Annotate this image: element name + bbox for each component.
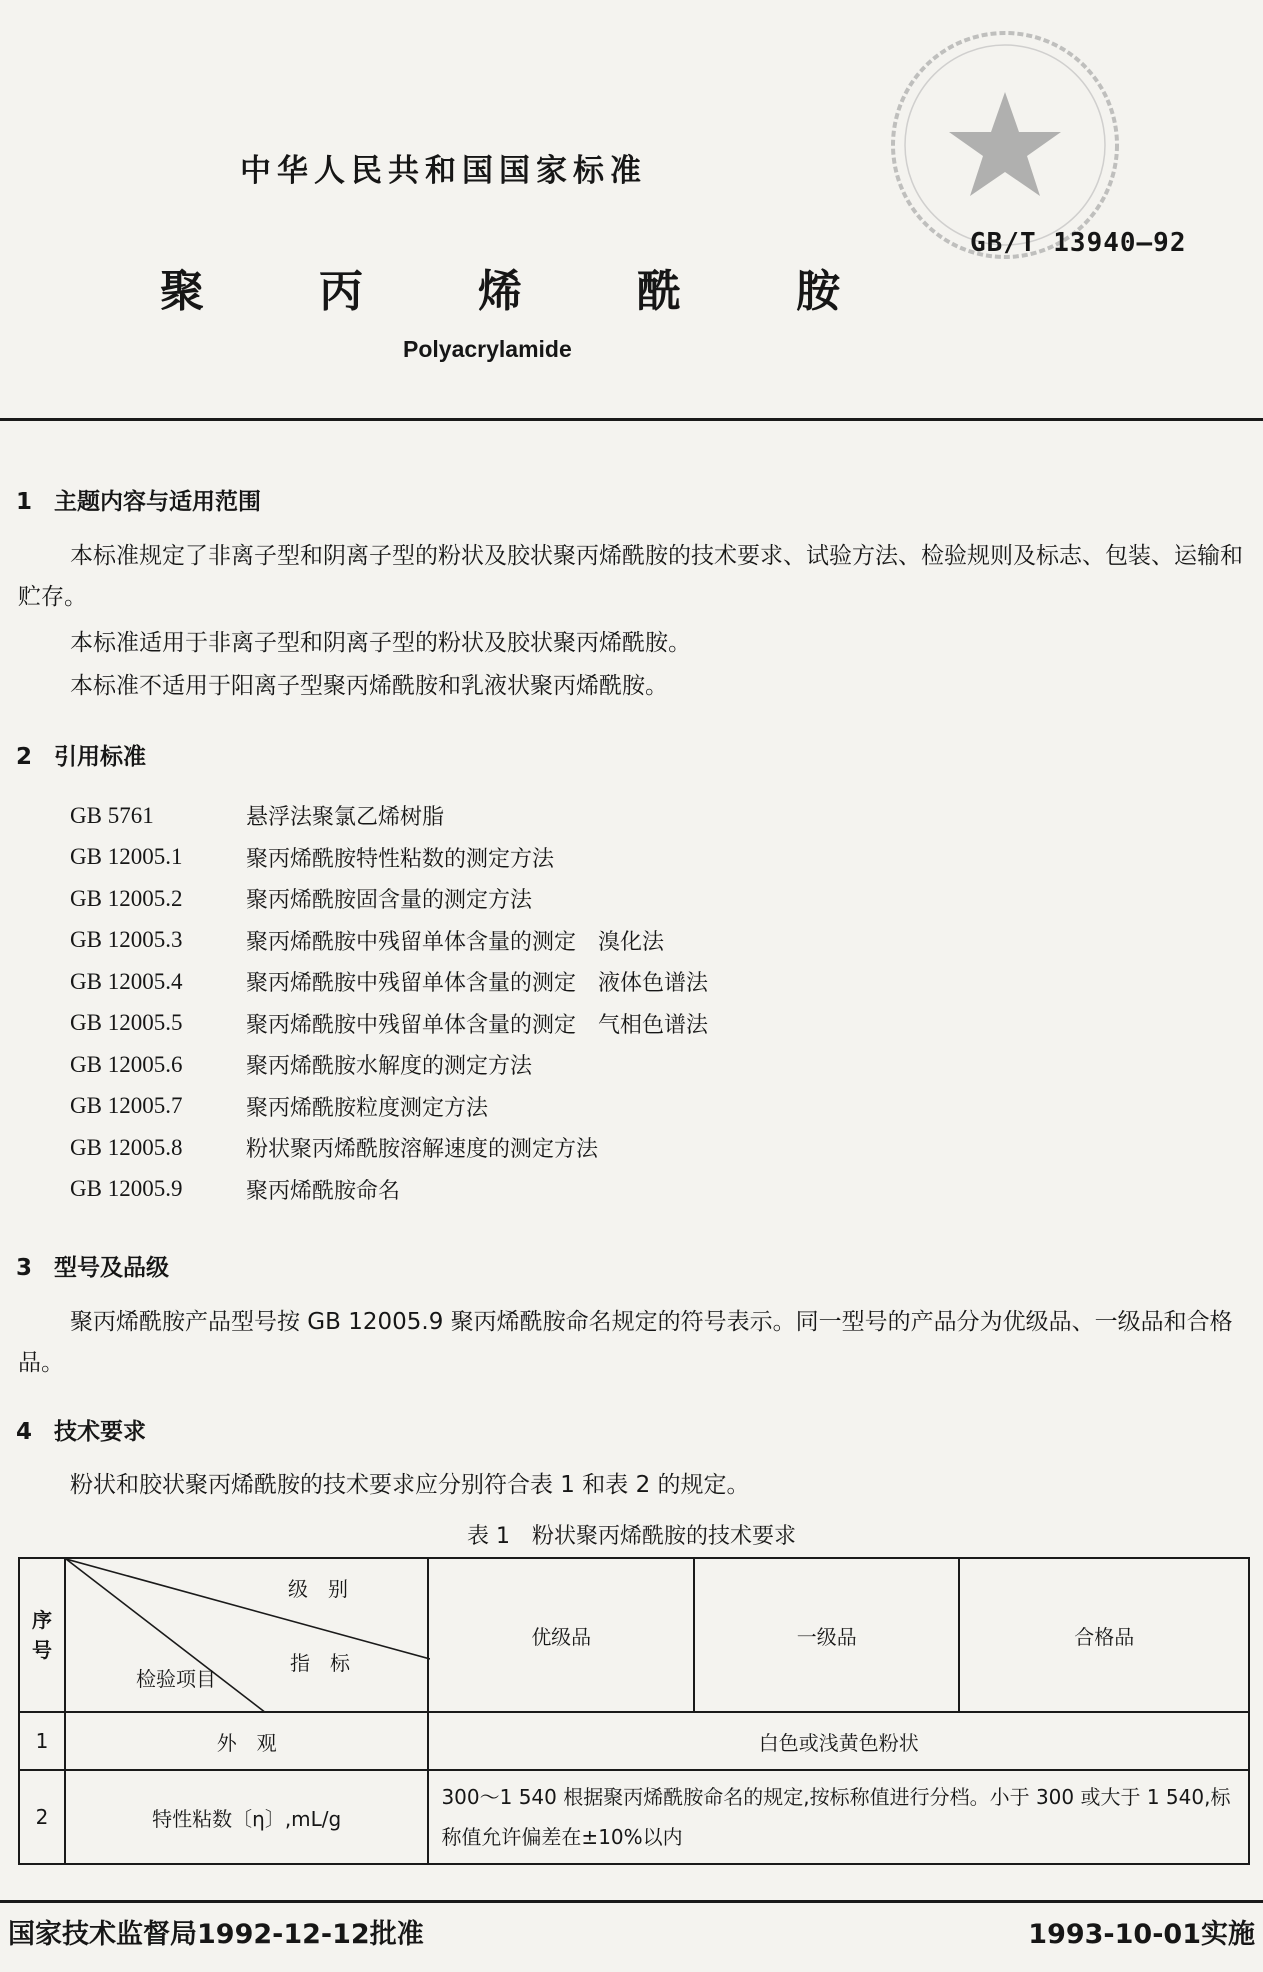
- section-number: 2: [16, 744, 33, 770]
- reference-item: [70, 1169, 708, 1211]
- reference-item: [70, 961, 708, 1003]
- row-item: 外 观: [65, 1712, 428, 1770]
- grade-qualified: 合格品: [959, 1558, 1249, 1712]
- row-value: 白色或浅黄色粉状: [428, 1712, 1249, 1770]
- reference-code: GB 12005.6: [70, 1051, 183, 1077]
- section-heading: [16, 1413, 146, 1446]
- grade-premium: 优级品: [428, 1558, 694, 1712]
- reference-code: GB 12005.7: [70, 1093, 183, 1119]
- reference-item: [70, 795, 708, 837]
- standard-number: GB/T 13940—92: [970, 228, 1187, 258]
- reference-item: [70, 920, 708, 962]
- reference-list: [70, 795, 708, 1210]
- paragraph: 本标准适用于非离子型和阴离子型的粉状及胶状聚丙烯酰胺。: [70, 630, 691, 656]
- seq-header: 序号: [19, 1558, 65, 1712]
- footer-divider: [0, 1900, 1263, 1903]
- item-label: 检验项目: [135, 1667, 216, 1691]
- product-title-char: 胺: [796, 266, 840, 317]
- grade-label: 级 别: [287, 1577, 348, 1601]
- reference-title: 粉状聚丙烯酰胺溶解速度的测定方法: [246, 1137, 599, 1163]
- table-caption: 表 1 粉状聚丙烯酰胺的技术要求: [467, 1524, 796, 1549]
- section-title: 引用标准: [54, 744, 146, 770]
- reference-code: GB 12005.4: [70, 968, 183, 994]
- row-seq: 1: [19, 1712, 65, 1770]
- reference-code: GB 12005.2: [70, 885, 183, 911]
- reference-title: 悬浮法聚氯乙烯树脂: [246, 805, 445, 831]
- standard-title: 中华人民共和国国家标准: [240, 153, 647, 189]
- header-divider: [0, 418, 1263, 421]
- row-value: 300～1 540 根据聚丙烯酰胺命名的规定,按标称值进行分档。小于 300 或大于 1 540,标称值允许偏差在±10%以内: [428, 1770, 1249, 1864]
- diagonal-header-cell: [65, 1558, 428, 1712]
- table-header-row: [19, 1558, 1249, 1712]
- reference-title: 聚丙烯酰胺命名: [246, 1178, 401, 1204]
- section-title: 主题内容与适用范围: [54, 489, 261, 515]
- section-number: 3: [16, 1255, 33, 1281]
- reference-title: 聚丙烯酰胺中残留单体含量的测定 溴化法: [246, 929, 665, 955]
- diagonal-lines: [66, 1559, 430, 1713]
- reference-title: 聚丙烯酰胺固含量的测定方法: [246, 888, 533, 914]
- reference-item: [70, 878, 708, 920]
- section-heading: [16, 483, 261, 516]
- product-title-char: 丙: [319, 266, 363, 317]
- section-number: 1: [16, 489, 33, 515]
- section-number: 4: [16, 1419, 33, 1445]
- reference-item: [70, 837, 708, 879]
- grade-first: 一级品: [694, 1558, 960, 1712]
- reference-code: GB 12005.9: [70, 1176, 183, 1202]
- product-title-char: 烯: [478, 266, 522, 317]
- row-seq: 2: [19, 1770, 65, 1864]
- paragraph: 本标准不适用于阳离子型聚丙烯酰胺和乳液状聚丙烯酰胺。: [70, 673, 668, 699]
- product-title: [160, 255, 840, 319]
- reference-code: GB 5761: [70, 802, 154, 828]
- reference-item: [70, 1086, 708, 1128]
- section-title: 型号及品级: [54, 1255, 169, 1281]
- reference-item: [70, 1127, 708, 1169]
- reference-item: [70, 1003, 708, 1045]
- table-row: [19, 1770, 1249, 1864]
- reference-title: 聚丙烯酰胺特性粘数的测定方法: [246, 846, 555, 872]
- table-row: [19, 1712, 1249, 1770]
- paragraph: 本标准规定了非离子型和阴离子型的粉状及胶状聚丙烯酰胺的技术要求、试验方法、检验规则及标志、包装、运输和贮存。: [18, 543, 1243, 610]
- section-title: 技术要求: [54, 1419, 146, 1445]
- reference-title: 聚丙烯酰胺中残留单体含量的测定 液体色谱法: [246, 971, 709, 997]
- section-heading: [16, 738, 146, 771]
- product-title-char: 酰: [637, 266, 681, 317]
- reference-code: GB 12005.1: [70, 844, 183, 870]
- english-title: Polyacrylamide: [403, 336, 572, 362]
- reference-title: 聚丙烯酰胺水解度的测定方法: [246, 1054, 533, 1080]
- effective-date: 1993-10-01实施: [1028, 1919, 1255, 1950]
- reference-item: [70, 1044, 708, 1086]
- approval-date: 国家技术监督局1992-12-12批准: [8, 1919, 424, 1950]
- paragraph: 粉状和胶状聚丙烯酰胺的技术要求应分别符合表 1 和表 2 的规定。: [70, 1472, 750, 1498]
- index-label: 指 标: [289, 1651, 350, 1675]
- reference-title: 聚丙烯酰胺粒度测定方法: [246, 1095, 489, 1121]
- reference-code: GB 12005.3: [70, 927, 183, 953]
- reference-title: 聚丙烯酰胺中残留单体含量的测定 气相色谱法: [246, 1012, 709, 1038]
- section-heading: [16, 1249, 169, 1282]
- spec-table: [18, 1557, 1250, 1865]
- product-title-char: 聚: [160, 266, 204, 317]
- row-item: 特性粘数〔η〕,mL/g: [65, 1770, 428, 1864]
- reference-code: GB 12005.8: [70, 1134, 183, 1160]
- reference-code: GB 12005.5: [70, 1010, 183, 1036]
- paragraph: 聚丙烯酰胺产品型号按 GB 12005.9 聚丙烯酰胺命名规定的符号表示。同一型号的产品分为优级品、一级品和合格品。: [18, 1309, 1233, 1376]
